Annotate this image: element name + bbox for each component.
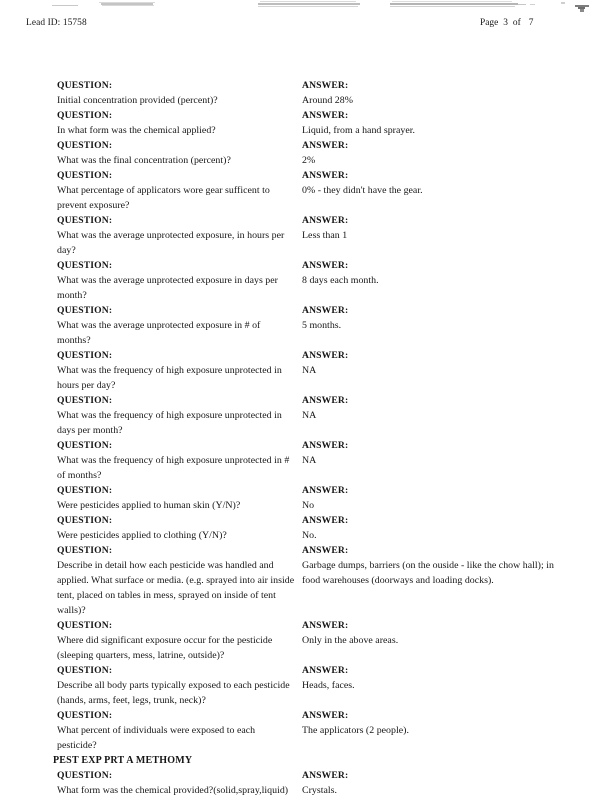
answer-cell (302, 348, 574, 378)
question-text: Were pesticides applied to clothing (Y/N)? (57, 530, 227, 541)
question-text: What was the frequency of high exposure unprotected in days per month? (57, 410, 282, 436)
scan-artifact-mark (52, 5, 78, 6)
scan-artifact-mark (260, 1, 356, 2)
qa-row (0, 663, 612, 708)
question-text: What percent of individuals were exposed to each pesticide? (57, 725, 256, 751)
answer-cell (302, 303, 574, 333)
answer-label: ANSWER: (302, 485, 349, 496)
question-cell (57, 483, 295, 513)
question-cell (57, 708, 295, 753)
qa-row (0, 513, 612, 543)
answer-label: ANSWER: (302, 140, 349, 151)
question-cell (57, 618, 295, 663)
question-label: QUESTION: (57, 545, 113, 556)
answer-label: ANSWER: (302, 515, 349, 526)
answer-text: No. (302, 530, 317, 541)
question-label: QUESTION: (57, 395, 113, 406)
page-number-total: 7 (528, 18, 534, 28)
question-label: QUESTION: (57, 170, 113, 181)
question-label: QUESTION: (57, 80, 113, 91)
qa-row (0, 213, 612, 258)
question-cell (57, 438, 295, 483)
scan-artifact-mark (580, 9, 584, 12)
page-number-of: of (512, 18, 521, 28)
answer-label: ANSWER: (302, 545, 349, 556)
scan-artifact-mark (99, 2, 155, 3)
answer-cell (302, 138, 574, 168)
answer-text: Liquid, from a hand sprayer. (302, 125, 415, 136)
answer-cell (302, 393, 574, 423)
answer-text: No (302, 500, 315, 511)
answer-cell (302, 768, 574, 798)
question-label: QUESTION: (57, 620, 113, 631)
answer-cell (302, 513, 574, 543)
qa-row (0, 108, 612, 138)
question-label: QUESTION: (57, 710, 113, 721)
lead-id: Lead ID: 15758 (26, 18, 87, 28)
answer-label: ANSWER: (302, 350, 349, 361)
qa-row (0, 303, 612, 348)
question-label: QUESTION: (57, 440, 113, 451)
qa-row (0, 168, 612, 213)
scan-artifact-mark (258, 6, 358, 7)
answer-cell (302, 483, 574, 513)
question-cell (57, 348, 295, 393)
page-number-current: 3 (503, 18, 508, 28)
qa-row (0, 438, 612, 483)
scan-artifact-mark (102, 5, 154, 6)
answer-text: The applicators (2 people). (302, 725, 409, 736)
question-text: Where did significant exposure occur for the pesticide (sleeping quarters, mess, latrine, outside)? (57, 635, 273, 661)
question-cell (57, 138, 295, 168)
question-label: QUESTION: (57, 140, 113, 151)
question-cell (57, 168, 295, 213)
question-label: QUESTION: (57, 515, 113, 526)
answer-label: ANSWER: (302, 710, 349, 721)
answer-cell (302, 258, 574, 288)
question-label: QUESTION: (57, 350, 113, 361)
question-cell (57, 303, 295, 348)
question-cell (57, 663, 295, 708)
answer-text: 5 months. (302, 320, 342, 331)
question-text: What was the final concentration (percent)? (57, 155, 231, 166)
question-text: What was the average unprotected exposure in days per month? (57, 275, 278, 301)
answer-label: ANSWER: (302, 395, 349, 406)
answer-cell (302, 168, 574, 198)
qa-row (0, 543, 612, 618)
question-cell (57, 108, 295, 138)
scan-artifact-mark (392, 1, 512, 2)
question-label: QUESTION: (57, 305, 113, 316)
question-cell (57, 513, 295, 543)
question-label: QUESTION: (57, 665, 113, 676)
scan-artifact-mark (390, 6, 515, 7)
qa-row (0, 258, 612, 303)
question-label: QUESTION: (57, 485, 113, 496)
answer-label: ANSWER: (302, 110, 349, 121)
qa-row (0, 768, 612, 798)
question-text: What was the frequency of high exposure unprotected in # of months? (57, 455, 290, 481)
question-text: What form was the chemical provided?(solid,spray,liquid) (57, 785, 289, 796)
answer-text: 0% - they didn't have the gear. (302, 185, 423, 196)
scan-artifact-mark (258, 3, 360, 5)
answer-cell (302, 213, 574, 243)
answer-text: NA (302, 410, 317, 421)
qa-row (0, 618, 612, 663)
answer-text: 2% (302, 155, 316, 166)
scan-artifacts (0, 0, 612, 14)
page-header (0, 18, 612, 34)
answer-cell (302, 108, 574, 138)
answer-text: Less than 1 (302, 230, 348, 241)
answer-text: Crystals. (302, 785, 338, 796)
question-cell (57, 78, 295, 108)
answer-label: ANSWER: (302, 770, 349, 781)
answer-text: Heads, faces. (302, 680, 355, 691)
question-cell (57, 393, 295, 438)
question-text: What was the average unprotected exposure in # of months? (57, 320, 261, 346)
scan-artifact-mark (518, 4, 526, 5)
qa-row (0, 708, 612, 753)
answer-label: ANSWER: (302, 305, 349, 316)
question-label: QUESTION: (57, 260, 113, 271)
question-text: Describe in detail how each pesticide was handled and applied. What surface or media. (e.g. sprayed into air inside tent, placed on tables in mess, sprayed on inside of tent walls)? (57, 560, 295, 616)
answer-label: ANSWER: (302, 215, 349, 226)
answer-label: ANSWER: (302, 260, 349, 271)
question-label: QUESTION: (57, 215, 113, 226)
page-number (480, 18, 533, 28)
qa-row (0, 393, 612, 438)
scan-artifact-mark (530, 4, 535, 5)
question-cell (57, 768, 295, 798)
page-number-word: Page (480, 18, 499, 28)
answer-cell (302, 663, 574, 693)
answer-cell (302, 78, 574, 108)
question-text: What was the frequency of high exposure unprotected in hours per day? (57, 365, 282, 391)
qa-row (0, 348, 612, 393)
question-cell (57, 213, 295, 258)
answer-text: Garbage dumps, barriers (on the ouside - like the chow hall); in food warehouses (doorways and loading docks). (302, 560, 554, 586)
question-cell (57, 543, 295, 618)
answer-label: ANSWER: (302, 620, 349, 631)
question-text: What percentage of applicators wore gear sufficent to prevent exposure? (57, 185, 270, 211)
answer-text: NA (302, 365, 317, 376)
answer-text: Only in the above areas. (302, 635, 399, 646)
question-cell (57, 258, 295, 303)
qa-row (0, 138, 612, 168)
question-text: Were pesticides applied to human skin (Y/N)? (57, 500, 241, 511)
answer-label: ANSWER: (302, 80, 349, 91)
qa-row (0, 78, 612, 108)
answer-cell (302, 708, 574, 738)
answer-cell (302, 618, 574, 648)
answer-cell (302, 543, 574, 588)
answer-text: NA (302, 455, 317, 466)
question-text: Initial concentration provided (percent)? (57, 95, 218, 106)
scan-artifact-mark (561, 2, 565, 4)
qa-row (0, 483, 612, 513)
answer-label: ANSWER: (302, 440, 349, 451)
scan-artifact-mark (390, 3, 518, 5)
answer-label: ANSWER: (302, 170, 349, 181)
question-text: What was the average unprotected exposure, in hours per day? (57, 230, 285, 256)
question-text: Describe all body parts typically exposed to each pesticide (hands, arms, feet, legs, trunk, neck)? (57, 680, 290, 706)
answer-text: Around 28% (302, 95, 353, 106)
question-label: QUESTION: (57, 110, 113, 121)
answer-text: 8 days each month. (302, 275, 379, 286)
answer-label: ANSWER: (302, 665, 349, 676)
answer-cell (302, 438, 574, 468)
section-heading: PEST EXP PRT A METHOMY (53, 755, 193, 766)
question-text: In what form was the chemical applied? (57, 125, 216, 136)
question-label: QUESTION: (57, 770, 113, 781)
